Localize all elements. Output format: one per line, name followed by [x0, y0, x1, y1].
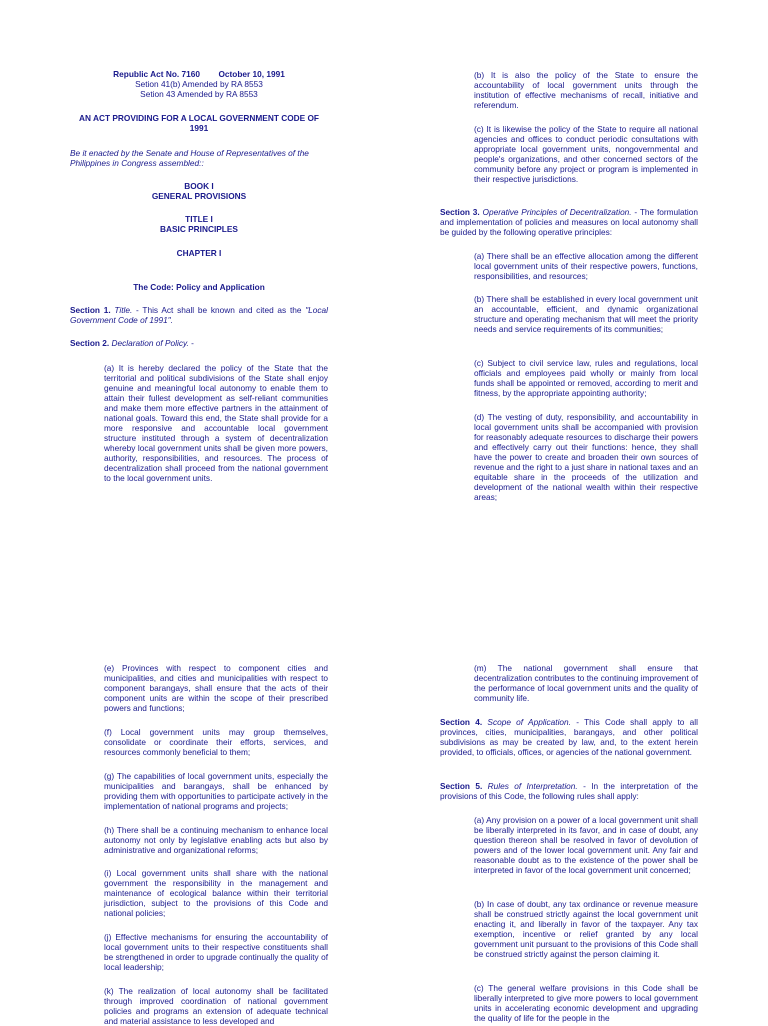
header-line-1 [70, 69, 328, 79]
section-3-label: Section 3. [440, 207, 480, 217]
section-3-paragraph-i: (i) Local government units shall share with the national government the responsibility in the management and maintenance of ecological balance within their territorial jurisdiction, subject to the provisions of this Code and national policies; [104, 868, 328, 918]
section-3-g-wrap [70, 771, 328, 811]
section-3-k-wrap [70, 986, 328, 1026]
chapter-label: CHAPTER I [176, 248, 222, 258]
amendment-line-1: Setion 41(b) Amended by RA 8553 [135, 79, 263, 89]
section-3-a-wrap [440, 251, 698, 281]
chapter-title: The Code: Policy and Application [133, 282, 265, 292]
section-3-d-wrap [440, 412, 698, 502]
section-5-a-wrap [440, 815, 698, 875]
section-5-paragraph-c: (c) The general welfare provisions in this Code shall be liberally interpreted to give more powers to local government units in accelerating economic development and upgrading the quality of life for the people in the [474, 983, 698, 1023]
amendment-line-2: Setion 43 Amended by RA 8553 [140, 89, 258, 99]
book-title: GENERAL PROVISIONS [151, 191, 247, 201]
section-2-paragraph-b: (b) It is also the policy of the State to ensure the accountability of local government units through the institution of effective mechanisms of recall, initiative and referendum. [474, 70, 698, 110]
section-5-label: Section 5. [440, 781, 483, 791]
section-3-c-wrap [440, 358, 698, 398]
act-number: Republic Act No. 7160 [113, 69, 200, 79]
section-2-a-wrap [70, 363, 328, 483]
section-3-paragraph-a: (a) There shall be an effective allocation among the different local government units of their respective powers, functions, responsibilities, and resources; [474, 251, 698, 281]
section-4-text: - This Code shall apply to all provinces, cities, municipalities, barangays, and other political subdivisions as may be created by law, and, to the extent herein provided, to officials, offices, or agencies of the national government. [440, 717, 698, 757]
header-block [70, 69, 328, 99]
section-2-paragraph-a: (a) It is hereby declared the policy of the State that the territorial and political subdivisions of the State shall enjoy genuine and meaningful local autonomy to enable them to attain their fullest development as self-reliant communities and make them more effective partners in the attainment of national goals. Toward this end, the State shall provide for a more responsive and accountable local government structure instituted through a system of decentralization whereby local government units shall be given more powers, authority, responsibilities, and resources. The process of decentralization shall proceed from the national government to the local government units. [104, 363, 328, 483]
enacting-clause: Be it enacted by the Senate and House of Representatives of the Philippines in Congress assembled:: [70, 148, 309, 168]
section-3-text: - The formulation and implementation of policies and measures on local autonomy shall be guided by the following operative principles: [440, 207, 698, 237]
section-3-e-wrap [70, 663, 328, 713]
section-3-i-wrap [70, 868, 328, 918]
act-date: October 10, 1991 [218, 69, 285, 79]
section-5-paragraph-b: (b) In case of doubt, any tax ordinance or revenue measure shall be construed strictly against the local government unit enacting it, and liberally in favor of the taxpayer. Any tax exemption, incentive or relief granted by any local government unit pursuant to the provisions of this Code shall be construed strictly against the person claiming it. [474, 899, 698, 959]
section-5-name: Rules of Interpretation. [487, 781, 578, 791]
section-2-text: - [188, 338, 194, 348]
title-label: TITLE I [185, 214, 213, 224]
section-3-h-wrap [70, 825, 328, 855]
section-1-label: Section 1. [70, 305, 111, 315]
title-name: BASIC PRINCIPLES [160, 224, 238, 234]
section-5-paragraph-a: (a) Any provision on a power of a local government unit shall be liberally interpreted in its favor, and in case of doubt, any question thereon shall be resolved in favor of devolution of powers and of the lower local government unit. Any fair and reasonable doubt as to the existence of the power shall be interpreted in favor of the local government unit concerned; [474, 815, 698, 875]
section-3-paragraph-b: (b) There shall be established in every local government unit an accountable, efficient, and dynamic organizational structure and operating mechanism that will meet the priority needs and service requirements of its communities; [474, 294, 698, 334]
section-4-name: Scope of Application. [487, 717, 571, 727]
section-5-c-wrap [440, 983, 698, 1023]
section-2-b-wrap [440, 70, 698, 110]
section-3-b-wrap [440, 294, 698, 334]
section-2-paragraph-c: (c) It is likewise the policy of the State to require all national agencies and offices to conduct periodic consultations with appropriate local government units, nongovernmental and people's organizations, and other concerned sectors of the community before any project or program is implemented in their respective jurisdictions. [474, 124, 698, 184]
act-title: AN ACT PROVIDING FOR A LOCAL GOVERNMENT CODE OF 1991 [79, 113, 319, 133]
section-3-paragraph-k: (k) The realization of local autonomy shall be facilitated through improved coordination of national government policies and programs an extension of adequate technical and material assistance to less developed and [104, 986, 328, 1026]
section-1-citation: "Local Government Code of 1991". [70, 305, 328, 325]
section-1-name: Title. [114, 305, 133, 315]
section-1-text: - This Act shall be known and cited as the [132, 305, 306, 315]
section-3-paragraph-e: (e) Provinces with respect to component cities and municipalities, and cities and municipalities with respect to component barangays, shall ensure that the acts of their component units are within the scope of their prescribed powers and functions; [104, 663, 328, 713]
section-2-label: Section 2. [70, 338, 110, 348]
section-2-name: Declaration of Policy. [111, 338, 189, 348]
section-5-text: - In the interpretation of the provisions of this Code, the following rules shall apply: [440, 781, 698, 801]
book-heading [70, 181, 328, 201]
section-3-paragraph-f: (f) Local government units may group themselves, consolidate or coordinate their efforts, services, and resources commonly beneficial to them; [104, 727, 328, 757]
section-5 [440, 781, 698, 801]
section-3-paragraph-c: (c) Subject to civil service law, rules and regulations, local officials and employees paid wholly or mainly from local funds shall be appointed or removed, according to merit and fitness, by the appropriate appointing authority; [474, 358, 698, 398]
section-3-j-wrap [70, 932, 328, 972]
section-3-paragraph-j: (j) Effective mechanisms for ensuring the accountability of local government units to their respective constituents shall be strengthened in order to upgrade continually the quality of local leadership; [104, 932, 328, 972]
section-2 [70, 338, 328, 348]
section-1 [70, 305, 328, 325]
section-4 [440, 717, 698, 757]
section-3-paragraph-d: (d) The vesting of duty, responsibility, and accountability in local government units shall be accompanied with provision for reasonably adequate resources to discharge their powers and effectively carry out their functions: hence, they shall have the power to create and broaden their own sources of revenue and the right to a just share in national taxes and an equitable share in the proceeds of the utilization and development of the national wealth within their respective areas; [474, 412, 698, 502]
title-heading [70, 214, 328, 234]
section-3-name: Operative Principles of Decentralization. [482, 207, 632, 217]
section-3-paragraph-h: (h) There shall be a continuing mechanism to enhance local autonomy not only by legislative enabling acts but also by administrative and organizational reforms; [104, 825, 328, 855]
section-3-f-wrap [70, 727, 328, 757]
book-label: BOOK I [184, 181, 214, 191]
section-3-paragraph-m: (m) The national government shall ensure that decentralization contributes to the continuing improvement of the performance of local government units and the quality of community life. [474, 663, 698, 703]
section-2-c-wrap [440, 124, 698, 184]
section-3-paragraph-g: (g) The capabilities of local government units, especially the municipalities and barangays, shall be enhanced by providing them with opportunities to participate actively in the implementation of national programs and projects; [104, 771, 328, 811]
section-4-label: Section 4. [440, 717, 483, 727]
section-3 [440, 207, 698, 237]
section-5-b-wrap [440, 899, 698, 959]
section-3-m-wrap [440, 663, 698, 703]
